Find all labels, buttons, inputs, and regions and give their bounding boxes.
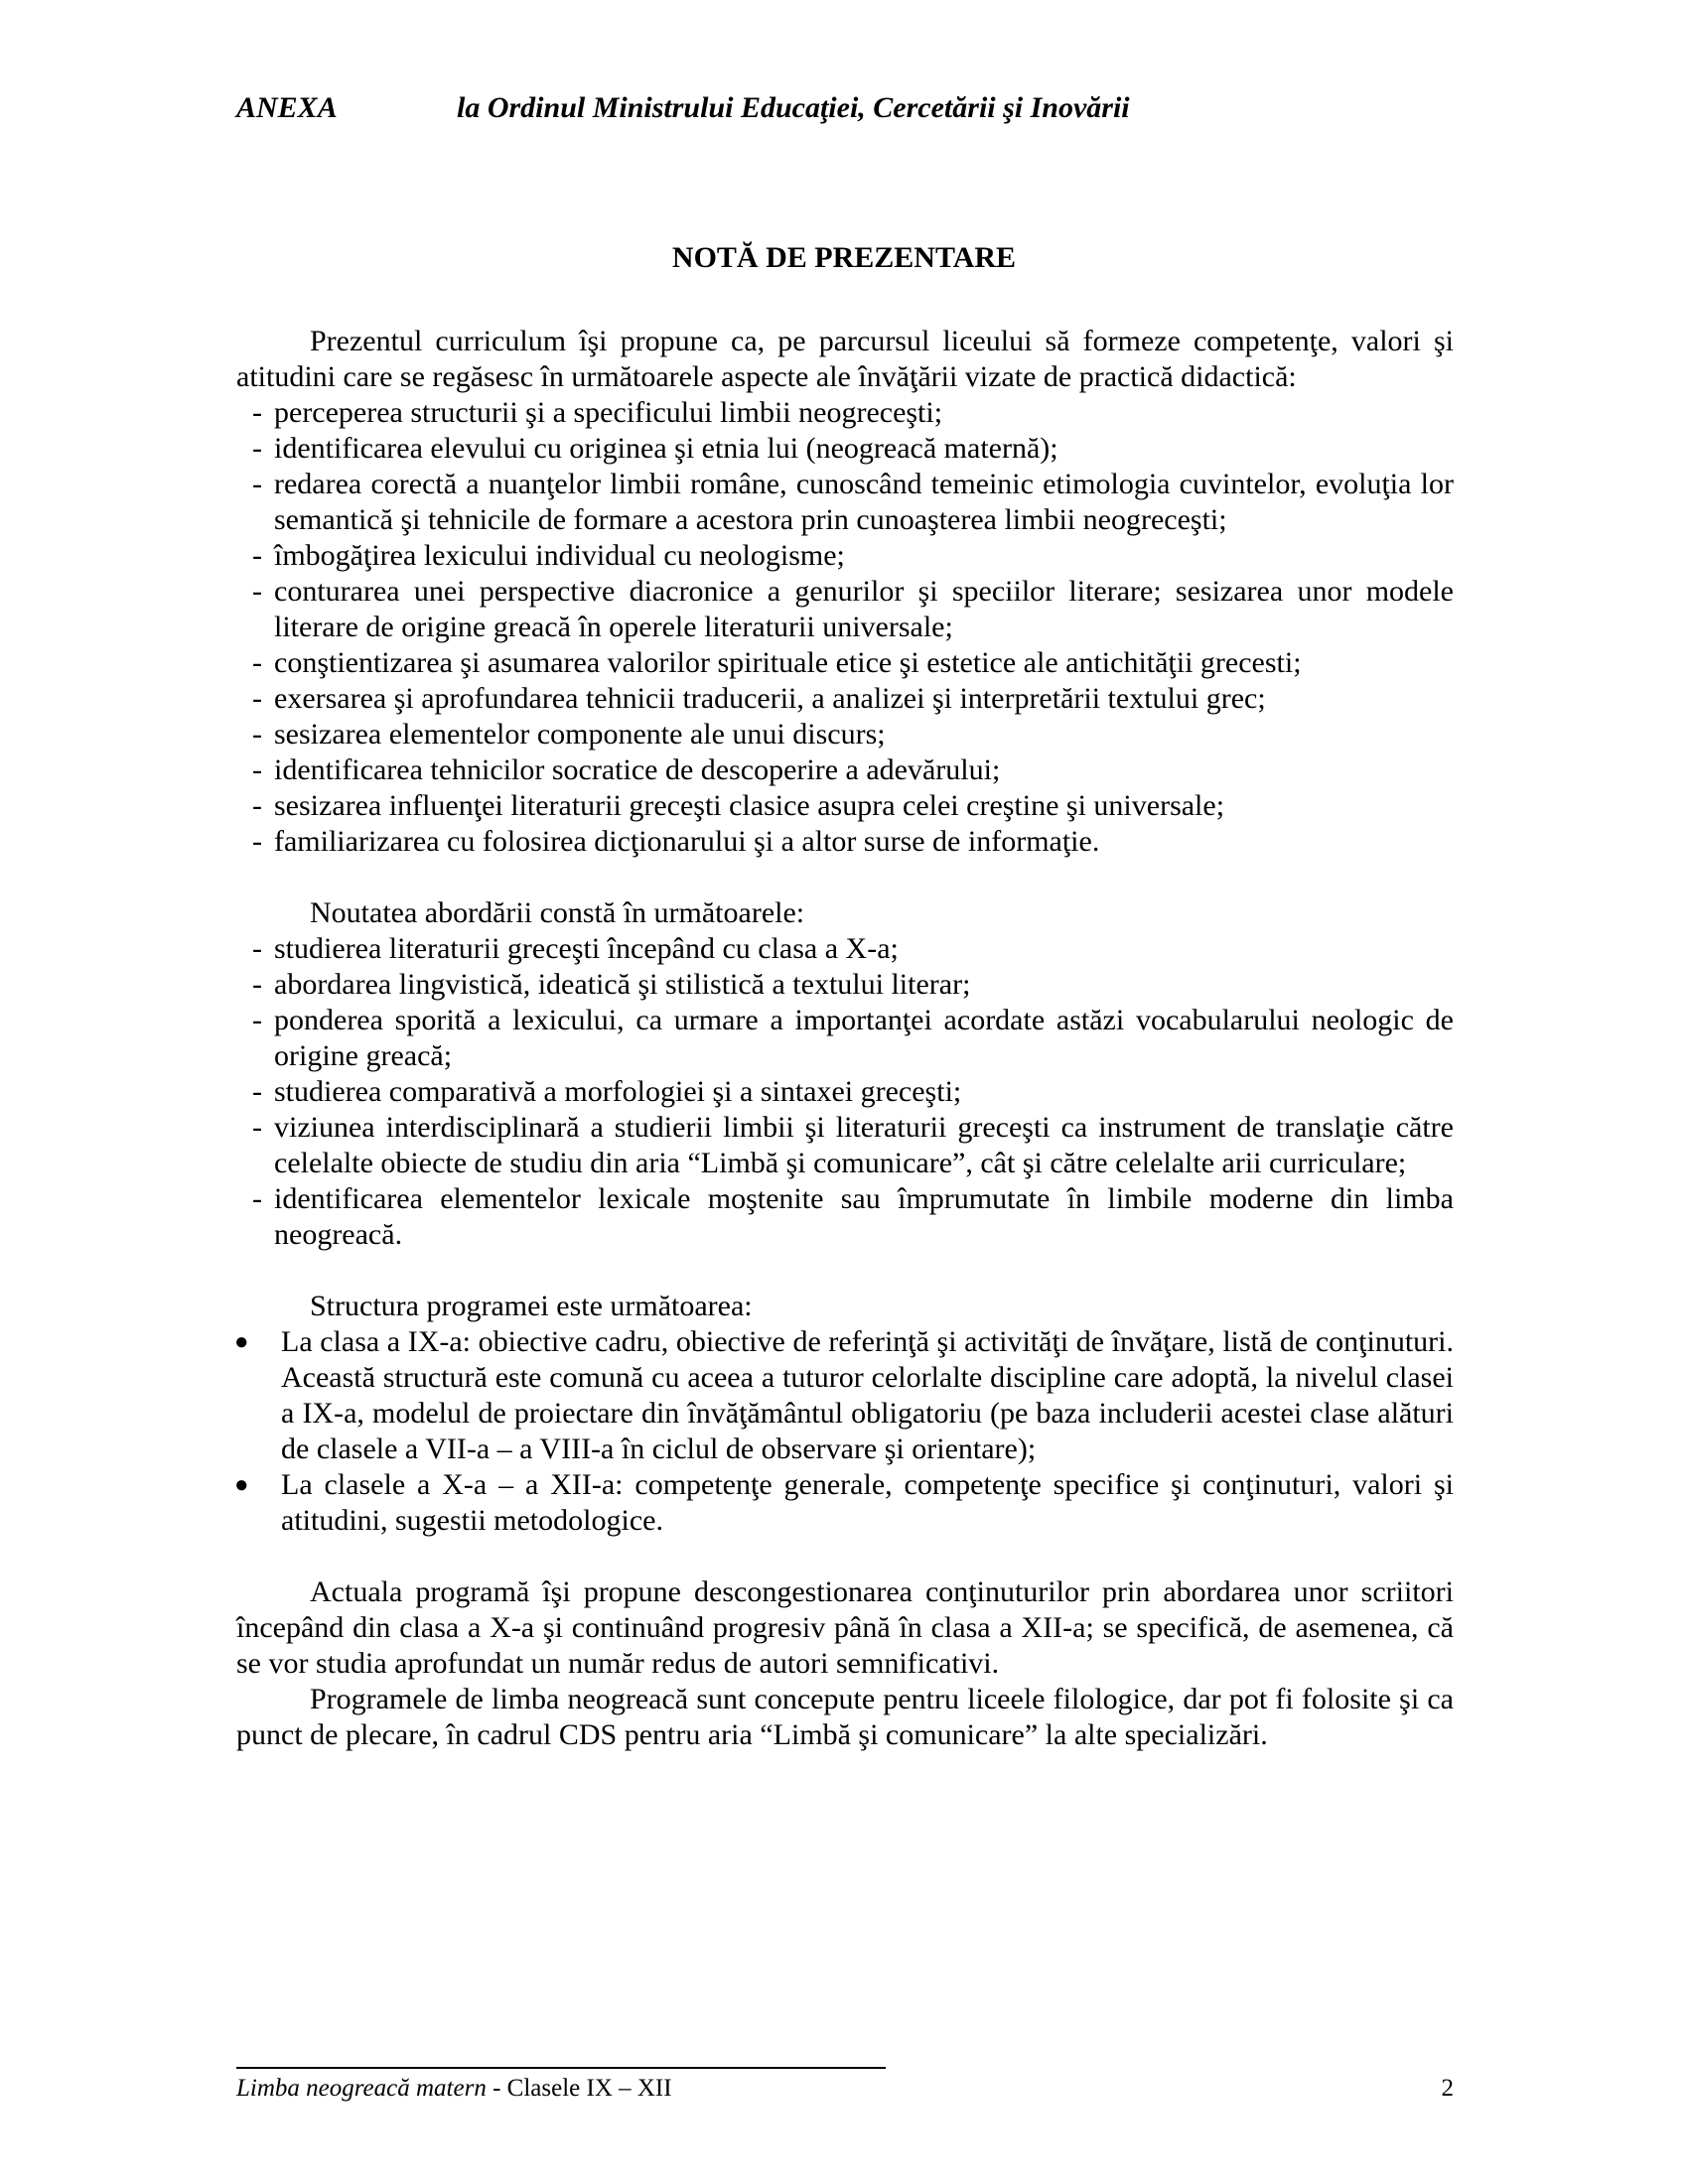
- bullet-icon: ●: [234, 1472, 249, 1498]
- list-item: - exersarea şi aprofundarea tehnicii traducerii, a analizei şi interpretării textului grec;: [252, 682, 1266, 715]
- footer-classes: - Clasele IX – XII: [486, 2075, 672, 2102]
- header-title: la Ordinul Ministrului Educaţiei, Cercetării şi Inovării: [457, 91, 1130, 124]
- list-item: - sesizarea influenţei literaturii greceşti clasice asupra celei creştine şi universale;: [252, 789, 1225, 822]
- list-item: - studierea literaturii greceşti începând cu clasa a X-a;: [252, 932, 899, 965]
- closing-paragraph-2: Programele de limba neogreacă sunt concepute pentru liceele filologice, dar pot fi folosite şi ca punct de plecare, în cadrul CDS pentru aria “Limbă şi comunicare” la alte specializări.: [236, 1683, 1454, 1751]
- section1-intro: Prezentul curriculum îşi propune ca, pe parcursul liceului să formeze competenţe, valori şi atitudini care se regăsesc în următoarele aspecte ale învăţării vizate de practică didactică:: [236, 325, 1454, 393]
- page-header: [236, 91, 1468, 131]
- closing-paragraph-1: Actuala programă îşi propune descongestionarea conţinuturilor prin abordarea unor scriitori începând din clasa a X-a şi continuând progresiv până în clasa a XII-a; se specifică, de asemenea, că se vor studia aprofundat un număr redus de autori semnificativi.: [236, 1575, 1454, 1680]
- section2-intro: Noutatea abordării constă în următoarele:: [310, 896, 805, 929]
- bullet-icon: ●: [234, 1329, 249, 1355]
- page-number: 2: [1441, 2075, 1454, 2102]
- list-item: - ponderea sporită a lexicului, ca urmare a importanţei acordate astăzi vocabularului neologic de origine greacă;: [252, 1004, 1454, 1072]
- section1-list: [236, 395, 1454, 860]
- list-item: - conştientizarea şi asumarea valorilor spirituale etice şi estetice ale antichităţii grecesti;: [252, 646, 1302, 679]
- list-item: - sesizarea elementelor componente ale unui discurs;: [252, 718, 886, 751]
- footer-text: [236, 2075, 672, 2103]
- list-item: - îmbogăţirea lexicului individual cu neologisme;: [252, 539, 845, 572]
- section3-list: [236, 1324, 1454, 1539]
- document-body: [236, 324, 1454, 1753]
- list-item: - identificarea elementelor lexicale moştenite sau împrumutate în limbile moderne din limba neogreacă.: [252, 1182, 1454, 1251]
- footer-divider: [236, 2067, 886, 2069]
- page-footer: [236, 2075, 1454, 2109]
- header-label: ANEXA: [236, 91, 338, 124]
- list-item: - redarea corectă a nuanţelor limbii române, cunoscând temeinic etimologia cuvintelor, evoluţia lor semantică şi tehnicile de formare a acestora prin cunoaşterea limbii neogreceşti;: [252, 468, 1454, 536]
- list-item: ● La clasa a IX-a: obiective cadru, obiective de referinţă şi activităţi de învăţare, listă de conţinuturi. Această structură este comună cu aceea a tuturor celorlalte discipline care adoptă, la nivelul clasei a IX-a, modelul de proiectare din învăţământul obligatoriu (pe baza includerii acestei clase alături de clasele a VII-a – a VIII-a în ciclul de observare şi orientare);: [234, 1325, 1454, 1465]
- list-item: ● La clasele a X-a – a XII-a: competenţe generale, competenţe specifice şi conţinuturi, valori şi atitudini, sugestii metodologice.: [234, 1468, 1454, 1537]
- list-item: - viziunea interdisciplinară a studierii limbii şi literaturii greceşti ca instrument de translaţie către celelalte obiecte de studiu din aria “Limbă şi comunicare”, cât şi către celelalte arii curriculare;: [252, 1111, 1454, 1179]
- list-item: - studierea comparativă a morfologiei şi a sintaxei greceşti;: [252, 1075, 962, 1108]
- list-item: - identificarea elevului cu originea şi etnia lui (neogreacă maternă);: [252, 432, 1058, 465]
- footer-subject: Limba neogreacă matern: [236, 2075, 487, 2102]
- section3-intro: Structura programei este următoarea:: [310, 1290, 753, 1322]
- section2-list: [236, 931, 1454, 1253]
- document-title: NOTĂ DE PREZENTARE: [671, 241, 1017, 274]
- list-item: - abordarea lingvistică, ideatică şi stilistică a textului literar;: [252, 968, 971, 1001]
- list-item: - perceperea structurii şi a specificului limbii neogreceşti;: [252, 396, 943, 429]
- list-item: - identificarea tehnicilor socratice de descoperire a adevărului;: [252, 753, 1001, 786]
- list-item: - familiarizarea cu folosirea dicţionarului şi a altor surse de informaţie.: [252, 825, 1100, 858]
- list-item: - conturarea unei perspective diacronice a genurilor şi speciilor literare; sesizarea unor modele literare de origine greacă în operele literaturii universale;: [252, 575, 1454, 643]
